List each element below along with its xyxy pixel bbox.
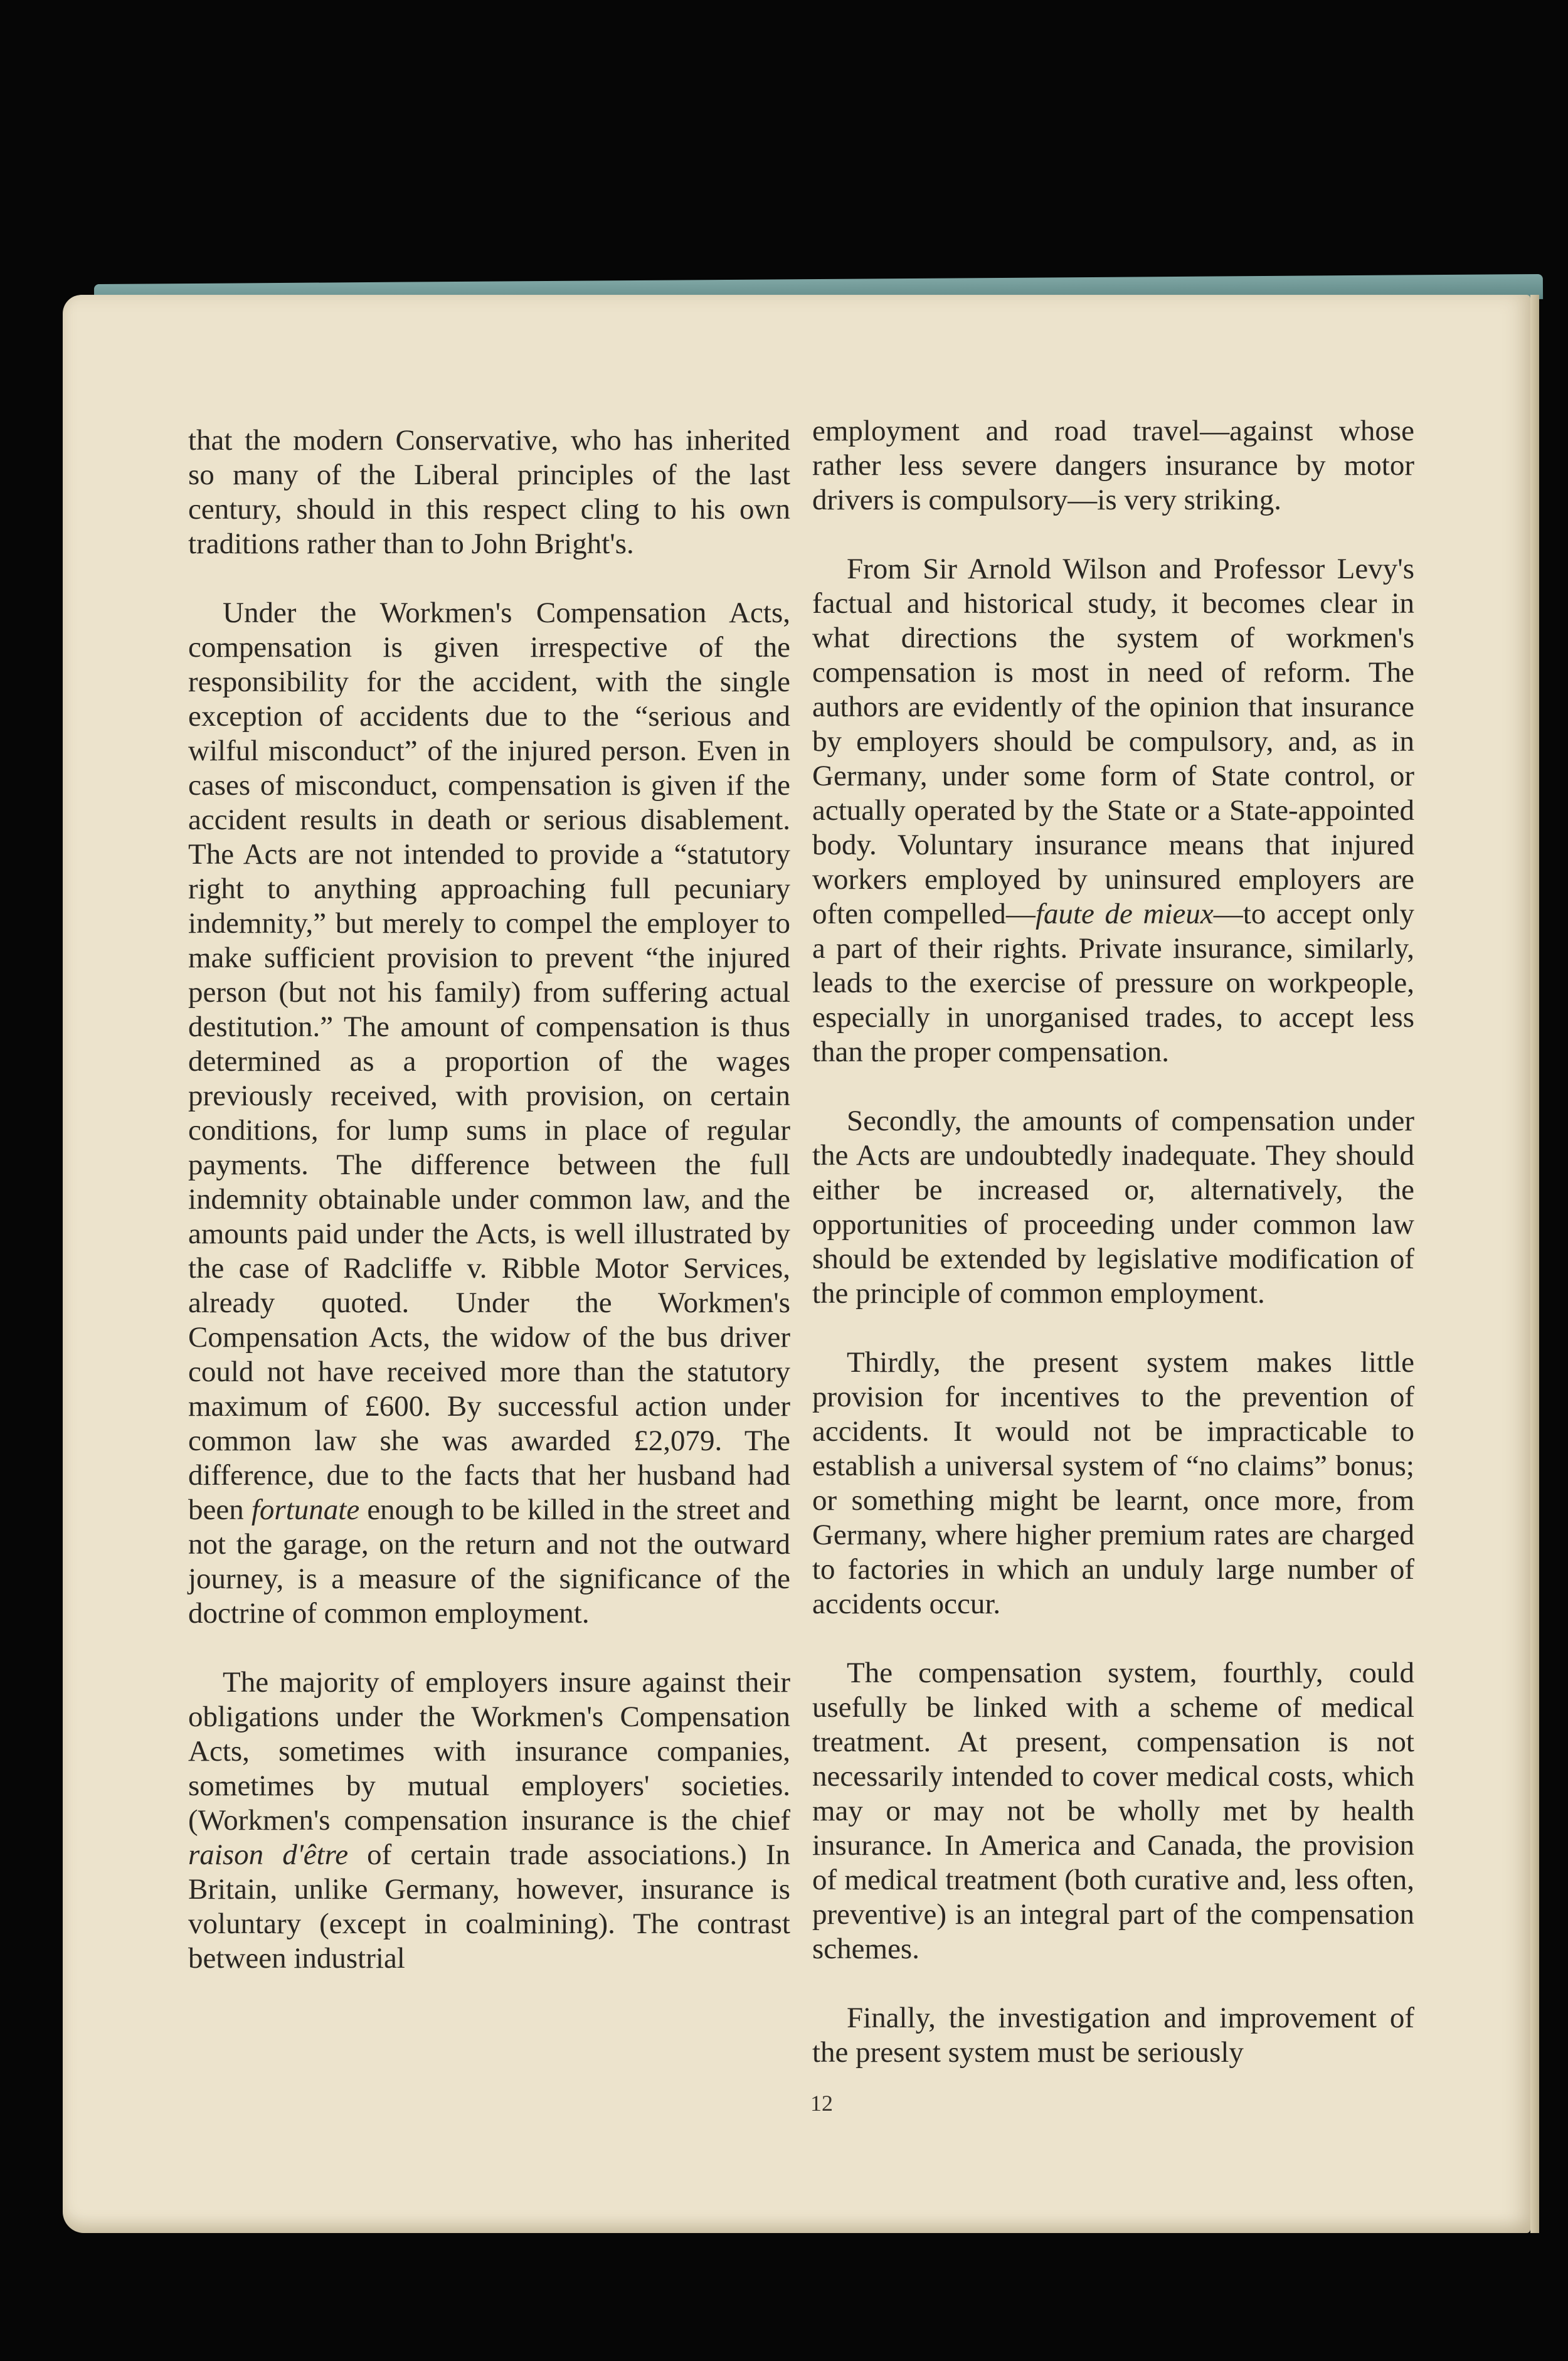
paragraph: Secondly, the amounts of compensation under the Acts are undoubtedly inadequate. They should either be increased or, alternatively, the opportunities of proceeding under common law should be extended by legislative modification of the principle of common employment. — [812, 1105, 1414, 1310]
paragraph: that the modern Conservative, who has inherited so many of the Liberal principles of the last century, should in this respect cling to his own traditions rather than to John Bright's. — [188, 424, 790, 560]
paragraph: Finally, the investigation and improvement of the present system must be seriously — [812, 2002, 1414, 2069]
paragraph — [188, 596, 790, 1631]
right-column — [812, 414, 1414, 2104]
paragraph: Thirdly, the present system makes little provision for incentives to the prevention of accidents. It would not be impracticable to establish a universal system of “no claims” bonus; or something might be learnt, once more, from Germany, where higher premium rates are charged to factories in which an unduly large number of accidents occur. — [812, 1346, 1414, 1620]
paragraph: employment and road travel—against whose rather less severe dangers insurance by motor drivers is compulsory—is very striking. — [812, 415, 1414, 516]
page-stack-edge — [1530, 295, 1539, 2233]
page-number: 12 — [810, 2091, 833, 2116]
paragraph-text: The majority of employers insure against their obligations under the Workmen's Compensation Acts, sometimes with insurance companies, sometimes by mutual employers' societies. (Workmen's compensation insurance is the chief — [188, 1666, 790, 1837]
italic-text: faute de mieux — [1035, 898, 1214, 930]
book-page — [63, 295, 1530, 2233]
paragraph — [812, 552, 1414, 1069]
paragraph-text: —to accept only a part of their rights. Private insurance, similarly, leads to the exercise of pressure on workpeople, especially in unorganised trades, to accept less than the proper compensation. — [812, 898, 1415, 1068]
paragraph: The compensation system, fourthly, could usefully be linked with a scheme of medical treatment. At present, compensation is not necessarily intended to cover medical costs, which may or may not be wholly met by health insurance. In America and Canada, the provision of medical treatment (both curative and, less often, preventive) is an integral part of the compensation schemes. — [812, 1657, 1414, 1965]
italic-text: raison d'être — [188, 1838, 349, 1871]
paragraph-text: Under the Workmen's Compensation Acts, compensation is given irrespective of the responsibility for the accident, with the single exception of accidents due to the “serious and wilful misconduct” of the injured person. Even in cases of misconduct, compensation is given if the accident results in death or serious disablement. The Acts are not intended to provide a “statutory right to anything approaching full pecuniary indemnity,” but merely to compel the employer to make sufficient provision to prevent “the injured person (but not his family) from suffering actual destitution.” The amount of compensation is thus determined as a proportion of the wages previously received, with provision, on certain conditions, for lump sums in place of regular payments. The difference between the full indemnity obtainable under common law, and the amounts paid under the Acts, is well illustrated by the case of Radcliffe v. Ribble Motor Services, already quoted. Under the Workmen's Compensation Acts, the widow of the bus driver could not have received more than the statutory maximum of £600. By successful action under common law she was awarded £2,079. The difference, due to the facts that her husband had been — [188, 597, 790, 1526]
italic-text: fortunate — [251, 1494, 360, 1526]
paragraph-text: From Sir Arnold Wilson and Professor Levy's factual and historical study, it becomes clear in what directions the system of workmen's compensation is most in need of reform. The authors are evidently of the opinion that insurance by employers should be compulsory, and, as in Germany, under some form of State control, or actually operated by the State or a State-appointed body. Voluntary insurance means that injured workers employed by uninsured employers are often compelled— — [812, 553, 1414, 930]
paragraph — [188, 1665, 790, 1976]
paragraph-text: of certain trade associations.) In Britain, unlike Germany, however, insurance is voluntary (except in coalmining). The contrast between industrial — [188, 1838, 790, 1975]
paragraph-text: enough to be killed in the street and not the garage, on the return and not the outward journey, is a measure of the significance of the doctrine of common employment. — [188, 1494, 791, 1630]
left-column — [188, 423, 790, 2010]
